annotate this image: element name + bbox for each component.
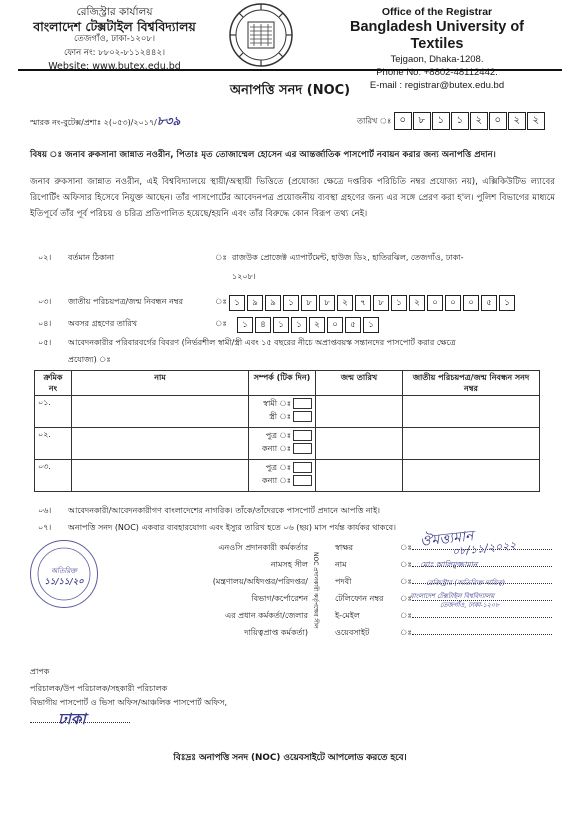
row-sl: ০২. bbox=[35, 428, 72, 460]
item-03-colon: ঃ bbox=[215, 297, 227, 306]
col-header-nid: জাতীয় পরিচয়পত্র/জন্ম নিবন্ধন সনদ নম্বর bbox=[403, 371, 540, 396]
field-phone-label: টেলিফোন নম্বর bbox=[335, 594, 384, 603]
memo-handwritten-no: ৮৩৯ bbox=[156, 114, 181, 128]
retirement-digit-box: ১ bbox=[291, 317, 307, 333]
header-left bbox=[22, 6, 207, 74]
retirement-digit-box: ৫ bbox=[345, 317, 361, 333]
nid-digit-box: ০ bbox=[445, 295, 461, 311]
item-07-number: ০৭। bbox=[38, 523, 52, 532]
date-digit-box: ২ bbox=[527, 112, 545, 130]
item-02-label: বর্তমান ঠিকানা bbox=[68, 253, 115, 262]
row-dob[interactable] bbox=[316, 396, 403, 428]
row-dob[interactable] bbox=[316, 428, 403, 460]
relation-label: স্বামী ঃ bbox=[263, 399, 291, 408]
retirement-digit-box: ১ bbox=[363, 317, 379, 333]
date-digit-box: ২ bbox=[508, 112, 526, 130]
colon: ঃ bbox=[400, 611, 412, 620]
item-04-label: অবসর গ্রহণের তারিখ bbox=[68, 319, 138, 328]
memo-number bbox=[30, 113, 180, 133]
family-table bbox=[34, 370, 540, 492]
row-name[interactable] bbox=[72, 396, 249, 428]
date-digit-box: ৮ bbox=[413, 112, 431, 130]
nid-digit-box: ১ bbox=[499, 295, 515, 311]
date-digit-box: ০ bbox=[489, 112, 507, 130]
retirement-date-boxes bbox=[237, 314, 381, 333]
colon: ঃ bbox=[400, 560, 412, 569]
item-06-number: ০৬। bbox=[38, 506, 52, 515]
nid-digit-box: ৮ bbox=[319, 295, 335, 311]
signatory-left-line: এনওসি প্রদানকারী কর্মকর্তার bbox=[218, 543, 308, 552]
relation-label: কন্যা ঃ bbox=[262, 444, 291, 453]
signatory-fields bbox=[335, 539, 383, 641]
signatory-left-line: (মন্ত্রণালয়/অধিদপ্তর/পরিদপ্তর/ bbox=[212, 577, 308, 586]
col-header-relation: সম্পর্ক (টিক দিন) bbox=[249, 371, 316, 396]
signature-date: ০৮/১১/২০২২ bbox=[451, 538, 517, 559]
colon: ঃ bbox=[400, 594, 412, 603]
item-07-text: অনাপত্তি সনদ (NOC) একবার ব্যবহারযোগ্য এবং ইস্যুর তারিখ হতে ০৬ (ছয়) মাস পর্যন্ত কার্যকর থাকবে। bbox=[68, 523, 396, 532]
signatory-left-line: বিভাগ/কর্পোরেশন bbox=[251, 594, 308, 603]
document-title: অনাপত্তি সনদ (NOC) bbox=[229, 83, 351, 98]
university-name-en: Bangladesh University of Textiles bbox=[349, 19, 525, 52]
signature-designation-stamp: রেজিস্ট্রার (অতিরিক্ত দায়িত্ব) bbox=[426, 579, 505, 587]
date-digit-box: ০ bbox=[394, 112, 412, 130]
phone-en: Phone No: +8802-48112442. bbox=[376, 67, 498, 78]
retirement-digit-box: ২ bbox=[309, 317, 325, 333]
row-dob[interactable] bbox=[316, 460, 403, 492]
table-row bbox=[35, 396, 540, 428]
relation-checkbox[interactable] bbox=[293, 475, 312, 486]
nid-digit-box: ০ bbox=[463, 295, 479, 311]
office-name-en: Office of the Registrar bbox=[381, 6, 493, 18]
item-04-colon: ঃ bbox=[215, 319, 227, 328]
field-website-label: ওয়েবসাইট bbox=[335, 628, 370, 637]
row-nid[interactable] bbox=[403, 460, 540, 492]
field-line[interactable] bbox=[400, 624, 555, 641]
signatory-left-block bbox=[118, 539, 308, 641]
stamp-number: ১১/১১/২০ bbox=[44, 577, 84, 587]
memo-date bbox=[357, 112, 546, 130]
colon: ঃ bbox=[400, 543, 412, 552]
recipient-line-1: পরিচালক/উপ পরিচালক/সহকারী পরিচালক bbox=[30, 684, 168, 693]
nid-digit-box: ৫ bbox=[481, 295, 497, 311]
field-designation-label: পদবী bbox=[335, 577, 352, 586]
signature-org-stamp-2: তেজগাঁও, ঢাকা-১২০৮ bbox=[440, 601, 500, 609]
university-logo bbox=[228, 2, 294, 68]
row-nid[interactable] bbox=[403, 396, 540, 428]
relation-checkbox[interactable] bbox=[293, 411, 312, 422]
address-bn: তেজগাঁও, ঢাকা-১২০৮। bbox=[73, 34, 155, 44]
row-sl: ০১. bbox=[35, 396, 72, 428]
field-signature-label: স্বাক্ষর bbox=[335, 543, 354, 552]
signatory-left-line: দায়িত্বপ্রাপ্ত কর্মকর্তা) bbox=[244, 628, 308, 637]
item-02-value: রাজউক প্রোজেক্ট এ্যাপার্টমেন্ট, হাউজ ডি২, হাতিরঝিল, তেজগাঁও, ঢাকা- bbox=[232, 253, 464, 262]
family-table-wrap bbox=[34, 370, 540, 492]
nid-boxes bbox=[229, 292, 517, 311]
office-name-bn: রেজিস্ট্রার কার্যালয় bbox=[76, 6, 153, 18]
retirement-digit-box: ১ bbox=[273, 317, 289, 333]
row-relation bbox=[249, 460, 316, 492]
seal-vertical-note: NOC প্রদানকারী কর্তৃপক্ষের সীল bbox=[312, 551, 319, 629]
nid-digit-box: ০ bbox=[427, 295, 443, 311]
nid-digit-box: ২ bbox=[409, 295, 425, 311]
row-relation bbox=[249, 428, 316, 460]
row-sl: ০৩. bbox=[35, 460, 72, 492]
row-name[interactable] bbox=[72, 428, 249, 460]
signature-org-stamp: বাংলাদেশ টেক্সটাইল বিশ্ববিদ্যালয় bbox=[410, 592, 495, 600]
retirement-digit-box: ০ bbox=[327, 317, 343, 333]
relation-checkbox[interactable] bbox=[293, 443, 312, 454]
nid-digit-box: ৯ bbox=[247, 295, 263, 311]
footer-note: বিঃদ্রঃ অনাপত্তি সনদ (NOC) ওয়েবসাইটে আপলোড করতে হবে। bbox=[173, 753, 407, 763]
university-name-bn: বাংলাদেশ টেক্সটাইল বিশ্ববিদ্যালয় bbox=[33, 18, 196, 34]
signatory-left-line: এর প্রধান কর্মকর্তা/জেলার bbox=[225, 611, 308, 620]
website-text: Website: www.butex.edu.bd bbox=[48, 61, 181, 72]
row-nid[interactable] bbox=[403, 428, 540, 460]
nid-digit-box: ১ bbox=[391, 295, 407, 311]
nid-digit-box: ৯ bbox=[265, 295, 281, 311]
nid-digit-box: ১ bbox=[283, 295, 299, 311]
item-03-label: জাতীয় পরিচয়পত্র/জন্ম নিবন্ধন নম্বর bbox=[68, 297, 183, 306]
recipient-city-handwritten: ঢাকা bbox=[58, 710, 86, 728]
item-05-label-2: প্রযোজ্য) ঃ bbox=[68, 355, 111, 364]
nid-digit-box: ৮ bbox=[301, 295, 317, 311]
date-label: তারিখ ঃ bbox=[357, 116, 392, 126]
nid-digit-box: ৭ bbox=[355, 295, 371, 311]
relation-checkbox[interactable] bbox=[293, 430, 312, 441]
table-header-row bbox=[35, 371, 540, 396]
row-name[interactable] bbox=[72, 460, 249, 492]
stamp-text: অতিরিক্ত bbox=[51, 567, 77, 575]
email-en: E-mail : registrar@butex.edu.bd bbox=[369, 80, 505, 91]
relation-label: পুত্র ঃ bbox=[265, 431, 291, 440]
office-round-stamp bbox=[30, 540, 98, 608]
retirement-digit-box: ১ bbox=[237, 317, 253, 333]
item-03-number: ০৩। bbox=[38, 297, 52, 306]
item-05-label: আবেদনকারীর পরিবারবর্গের বিবরণ (নির্ভরশীল স্বামী/স্ত্রী এবং ১৫ বছরের নীচে অপ্রাপ্তবয়স্ক সন্তানদের পাসপোর্ট করার ক্ষেত্রে bbox=[68, 338, 456, 347]
relation-label: কন্যা ঃ bbox=[262, 476, 291, 485]
nid-digit-box: ২ bbox=[337, 295, 353, 311]
header-divider bbox=[18, 69, 562, 71]
memo-label: স্মারক নং-বুটেক্স/প্রশাঃ ২(০৫৩)/২০১৭/ bbox=[30, 118, 157, 127]
recipient-line-2: বিভাগীয় পাসপোর্ট ও ভিসা অফিস/আঞ্চলিক পাসপোর্ট অফিস, bbox=[30, 698, 228, 707]
address-en: Tejgaon, Dhaka-1208. bbox=[390, 54, 484, 65]
date-boxes bbox=[394, 117, 546, 126]
item-02-colon: ঃ bbox=[215, 253, 227, 262]
colon: ঃ bbox=[400, 577, 412, 586]
relation-checkbox[interactable] bbox=[293, 398, 312, 409]
body-paragraph: জনাব রুকসানা জান্নাত নওরীন, এই বিশ্ববিদ্যালয়ে স্থায়ী/অস্থায়ী ভিত্তিতে (প্রযোজ্য ক্ষেত্রে দপ্তরিক পরিচিতি নম্বর প্রযোজ্য নয়), এক্সিকিউটিভ ল্যাবের রিপোর্টিং অফিসার হিসেবে নিযুক্ত আছেন। তাঁর পাসপোর্টের আবেদনপত্র প্রয়োজনীয় ব্যবস্থা গ্রহণের জন্য এর সঙ্গে প্রেরণ করা হ'ল। পুলিশ বিভাগের মাধ্যমে ইতিপূর্বে তাঁর পূর্ব পরিচয় ও চরিত্র প্রতিপালিত হয়েছে/হয়নি এবং তাঁর বিরুদ্ধে কোন বিরূপ তথ্য নেই। bbox=[30, 177, 555, 219]
table-row bbox=[35, 460, 540, 492]
date-digit-box: ২ bbox=[470, 112, 488, 130]
item-02-value-2: ১২০৮। bbox=[232, 272, 256, 281]
col-header-dob: জন্ম তারিখ bbox=[316, 371, 403, 396]
field-email-label: ই-মেইল bbox=[335, 611, 360, 620]
col-header-name: নাম bbox=[72, 371, 249, 396]
phone-bn: ফোন নং: ৮৮০২-৮১১২৪৪২। bbox=[63, 47, 166, 58]
relation-label: স্ত্রী ঃ bbox=[269, 412, 291, 421]
recipient-label: প্রাপক bbox=[30, 667, 50, 676]
col-header-sl: ক্রমিক নং bbox=[35, 371, 72, 396]
signature-name-stamp: মোঃ আলিমুজ্জামান bbox=[420, 560, 478, 569]
date-digit-box: ১ bbox=[451, 112, 469, 130]
nid-digit-box: ৮ bbox=[373, 295, 389, 311]
header-right bbox=[322, 6, 552, 92]
item-05-number: ০৫। bbox=[38, 338, 52, 347]
relation-label: পুত্র ঃ bbox=[265, 463, 291, 472]
retirement-digit-box: ৪ bbox=[255, 317, 271, 333]
item-02-number: ০২। bbox=[38, 253, 52, 262]
item-06-text: আবেদনকারী/আবেদনকারীগণ বাংলাদেশের নাগরিক। তাঁকে/তাঁদেরকে পাসপোর্ট প্রদানে আপত্তি নাই। bbox=[68, 506, 381, 515]
date-digit-box: ১ bbox=[432, 112, 450, 130]
row-relation bbox=[249, 396, 316, 428]
signatory-left-line: নামসহ সীল bbox=[270, 560, 308, 569]
relation-checkbox[interactable] bbox=[293, 462, 312, 473]
table-row bbox=[35, 428, 540, 460]
handwritten-signature: ঔমত্ত্যমান bbox=[419, 528, 475, 550]
colon: ঃ bbox=[400, 628, 412, 637]
subject-line: বিষয় ঃ জনাব রুকসানা জান্নাত নওরীন, পিতাঃ মৃত তোজাম্মেল হোসেন এর আন্তর্জাতিক পাসপোর্ট নবায়ন করার জন্য অনাপত্তি প্রদান। bbox=[30, 150, 496, 160]
item-04-number: ০৪। bbox=[38, 319, 52, 328]
nid-digit-box: ১ bbox=[229, 295, 245, 311]
field-name-label: নাম bbox=[335, 560, 347, 569]
